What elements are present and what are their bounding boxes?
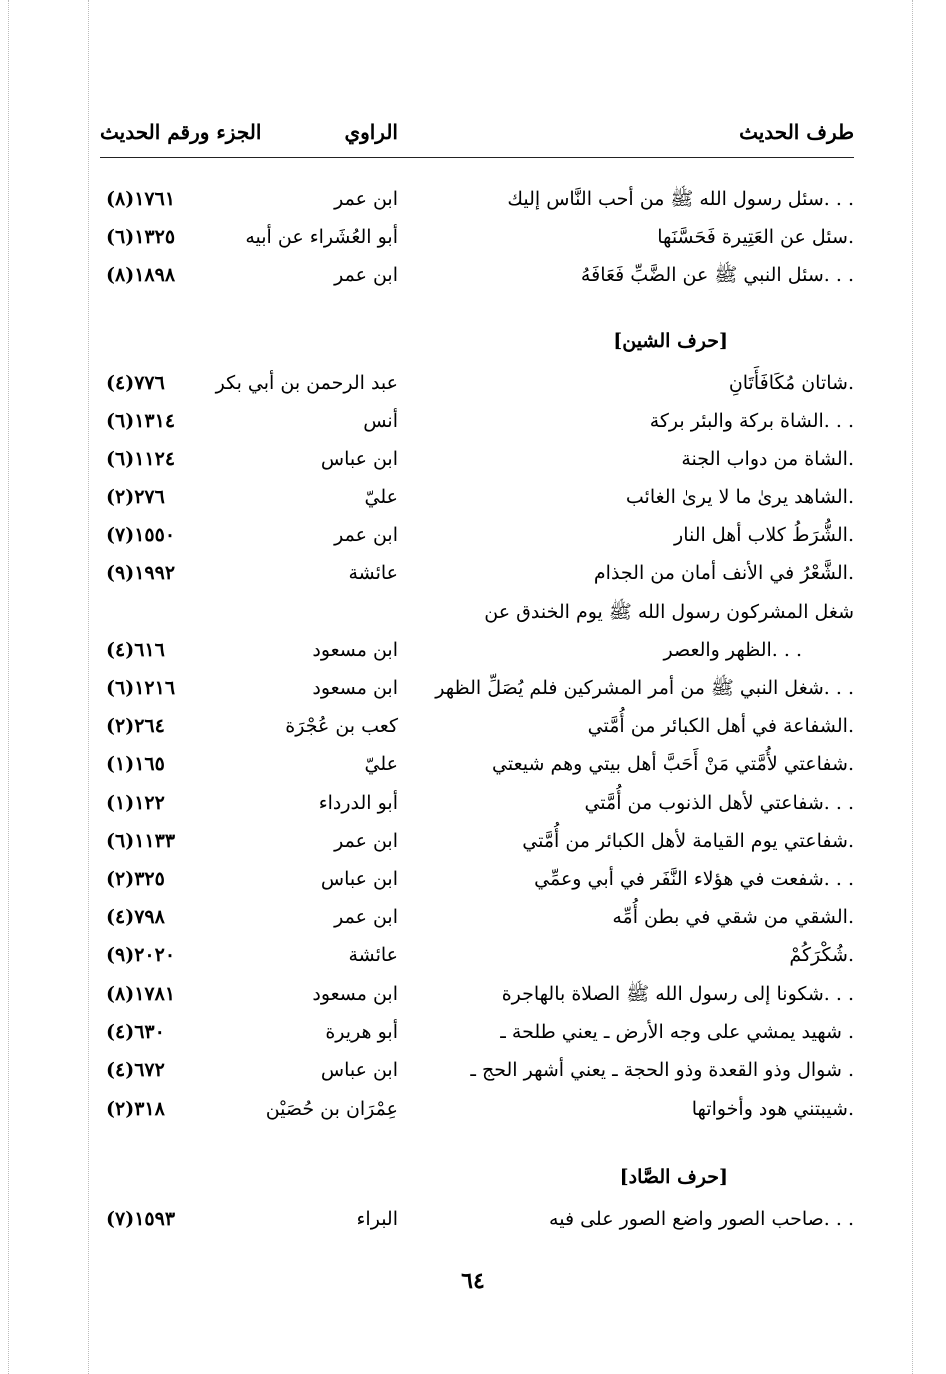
hadith-text: شكونا إلى رسول الله ﷺ الصلاة بالهاجرة. . . [501, 983, 854, 1005]
narrator: عليّ [364, 753, 398, 775]
hadith-ref: (٨)١٧٦١ [106, 188, 176, 210]
hadith-text: الشاهد يرىٰ ما لا يرىٰ الغائب. [625, 486, 854, 508]
table-row [100, 219, 854, 255]
narrator: عائشة [348, 944, 398, 966]
table-row [100, 479, 854, 515]
hadith-text: الشاة من دواب الجنة. [681, 448, 854, 470]
narrator: ابن عمر [334, 524, 398, 546]
hadith-text: الظهر والعصر. . . [663, 639, 802, 661]
hadith-ref: (٤)٦٣٠ [106, 1021, 165, 1043]
narrator: ابن مسعود [312, 677, 398, 699]
hadith-ref: (٤)٦٧٢ [106, 1059, 165, 1081]
hadith-text: الشَّعْرُ في الأنف أمان من الجذام. [593, 562, 854, 584]
table-row [100, 937, 854, 973]
narrator: ابن عمر [334, 830, 398, 852]
hadith-text: سئل عن العَتِيرة فَحَسَّنَها. [657, 226, 854, 248]
hadith-text: شيبتني هود وأخواتها. [691, 1098, 854, 1120]
hadith-ref: (٨)١٧٨١ [106, 983, 176, 1005]
narrator: عِمْرَان بن حُصَيْن [265, 1098, 398, 1120]
table-row [100, 365, 854, 401]
hadith-ref: (٦)١٣١٤ [106, 410, 176, 432]
hadith-ref: (٦)١٣٢٥ [106, 226, 176, 248]
table-row [100, 632, 854, 668]
narrator: عليّ [364, 486, 398, 508]
narrator: ابن عباس [320, 448, 398, 470]
hadith-text: شهيد يمشي على وجه الأرض ـ يعني طلحة ـ . [500, 1021, 854, 1043]
narrator: عائشة [348, 562, 398, 584]
table-row [100, 976, 854, 1012]
hadith-ref: (١)١٢٢ [106, 792, 165, 814]
narrator: أبو الدرداء [318, 792, 398, 814]
table-row [100, 517, 854, 553]
hadith-text: سئل النبي ﷺ عن الضَّبِّ فَعَافَهُ. . . [580, 264, 854, 286]
narrator: عبد الرحمن بن أبي بكر [215, 372, 398, 394]
narrator: ابن مسعود [312, 983, 398, 1005]
hadith-ref: (١)١٦٥ [106, 753, 165, 775]
hadith-text: شغل النبي ﷺ من أمر المشركين فلم يُصَلِّ الظهر. . . [435, 677, 854, 699]
hadith-ref: (٦)١١٢٤ [106, 448, 176, 470]
narrator: أنس [363, 410, 398, 432]
hadith-ref: (٧)١٥٩٣ [106, 1208, 176, 1230]
header-text-column: طرف الحديث [739, 120, 854, 144]
table-row [100, 861, 854, 897]
hadith-ref: (٤)٦١٦ [106, 639, 165, 661]
hadith-text: شاتان مُكَافَأَتَانِ. [728, 372, 854, 394]
header-rule [100, 157, 854, 158]
hadith-text: سئل رسول الله ﷺ من أحب النَّاس إليك. . . [507, 188, 854, 210]
hadith-ref: (٦)١٢١٦ [106, 677, 176, 699]
table-header [100, 120, 854, 154]
table-row [100, 670, 854, 706]
hadith-ref: (٤)٧٩٨ [106, 906, 165, 928]
hadith-ref: (٢)٣١٨ [106, 1098, 165, 1120]
table-row [100, 441, 854, 477]
narrator: ابن مسعود [312, 639, 398, 661]
table-row [100, 555, 854, 591]
hadith-text: شفاعتي يوم القيامة لأهل الكبائر من أُمَّتي. [522, 830, 854, 852]
table-row [100, 1014, 854, 1050]
header-ref-column: الجزء ورقم الحديث [100, 120, 262, 144]
narrator: كعب بن عُجْرَة [285, 715, 398, 737]
section-heading-shin: [حرف الشين] [613, 330, 728, 352]
table-row [100, 403, 854, 439]
hadith-ref: (٩)١٩٩٢ [106, 562, 176, 584]
hadith-text: شفاعتي لأُمَّتي مَنْ أَحَبَّ أهل بيتي وهم شيعتي. [492, 753, 854, 775]
table-row [100, 899, 854, 935]
hadith-ref: (٧)١٥٥٠ [106, 524, 176, 546]
hadith-text: شغل المشركون رسول الله ﷺ يوم الخندق عن [484, 601, 854, 623]
hadith-text: شوال وذو القعدة وذو الحجة ـ يعني أشهر الحج ـ . [470, 1059, 854, 1081]
hadith-text: الشُّرَطُ كلاب أهل النار. [674, 524, 854, 546]
hadith-text: الشقي من شقي في بطن أُمِّه. [612, 906, 854, 928]
narrator: ابن عباس [320, 868, 398, 890]
hadith-text: صاحب الصور واضع الصور على فيه. . . [549, 1208, 854, 1230]
narrator: ابن عمر [334, 188, 398, 210]
table-row [100, 181, 854, 217]
narrator: ابن عمر [334, 906, 398, 928]
hadith-ref: (٩)٢٠٢٠ [106, 944, 176, 966]
narrator: ابن عمر [334, 264, 398, 286]
left-edge-dots [8, 0, 9, 1374]
table-row [100, 1052, 854, 1088]
hadith-ref: (٢)٢٧٦ [106, 486, 165, 508]
table-row [100, 746, 854, 782]
narrator: أبو العُشَراء عن أبيه [245, 226, 398, 248]
hadith-text: شُكْرَكُمْ. [789, 944, 854, 966]
hadith-ref: (٢)٣٢٥ [106, 868, 165, 890]
section-heading-sad: [حرف الصَّاد] [619, 1166, 728, 1188]
table-row [100, 708, 854, 744]
table-row [100, 823, 854, 859]
hadith-ref: (٢)٢٦٤ [106, 715, 165, 737]
narrator: البراء [356, 1208, 398, 1230]
right-edge-dots [912, 0, 913, 1374]
left-margin-dots [88, 0, 89, 1374]
narrator: أبو هريرة [325, 1021, 398, 1043]
header-narrator-column: الراوي [344, 120, 398, 144]
table-row [100, 594, 854, 630]
hadith-text: شفعت في هؤلاء النَّفَر في أبي وعمِّي. . . [534, 868, 854, 890]
table-row [100, 1201, 854, 1237]
table-row [100, 785, 854, 821]
hadith-ref: (٤)٧٧٦ [106, 372, 165, 394]
hadith-text: شفاعتي لأهل الذنوب من أُمَّتي. . . [584, 792, 854, 814]
narrator: ابن عباس [320, 1059, 398, 1081]
hadith-ref: (٦)١١٣٣ [106, 830, 176, 852]
table-row [100, 1091, 854, 1127]
page-number: ٦٤ [461, 1268, 485, 1294]
hadith-text: الشفاعة في أهل الكبائر من أُمَّتي. [587, 715, 854, 737]
hadith-ref: (٨)١٨٩٨ [106, 264, 176, 286]
table-row [100, 257, 854, 293]
hadith-text: الشاة بركة والبئر بركة. . . [649, 410, 854, 432]
